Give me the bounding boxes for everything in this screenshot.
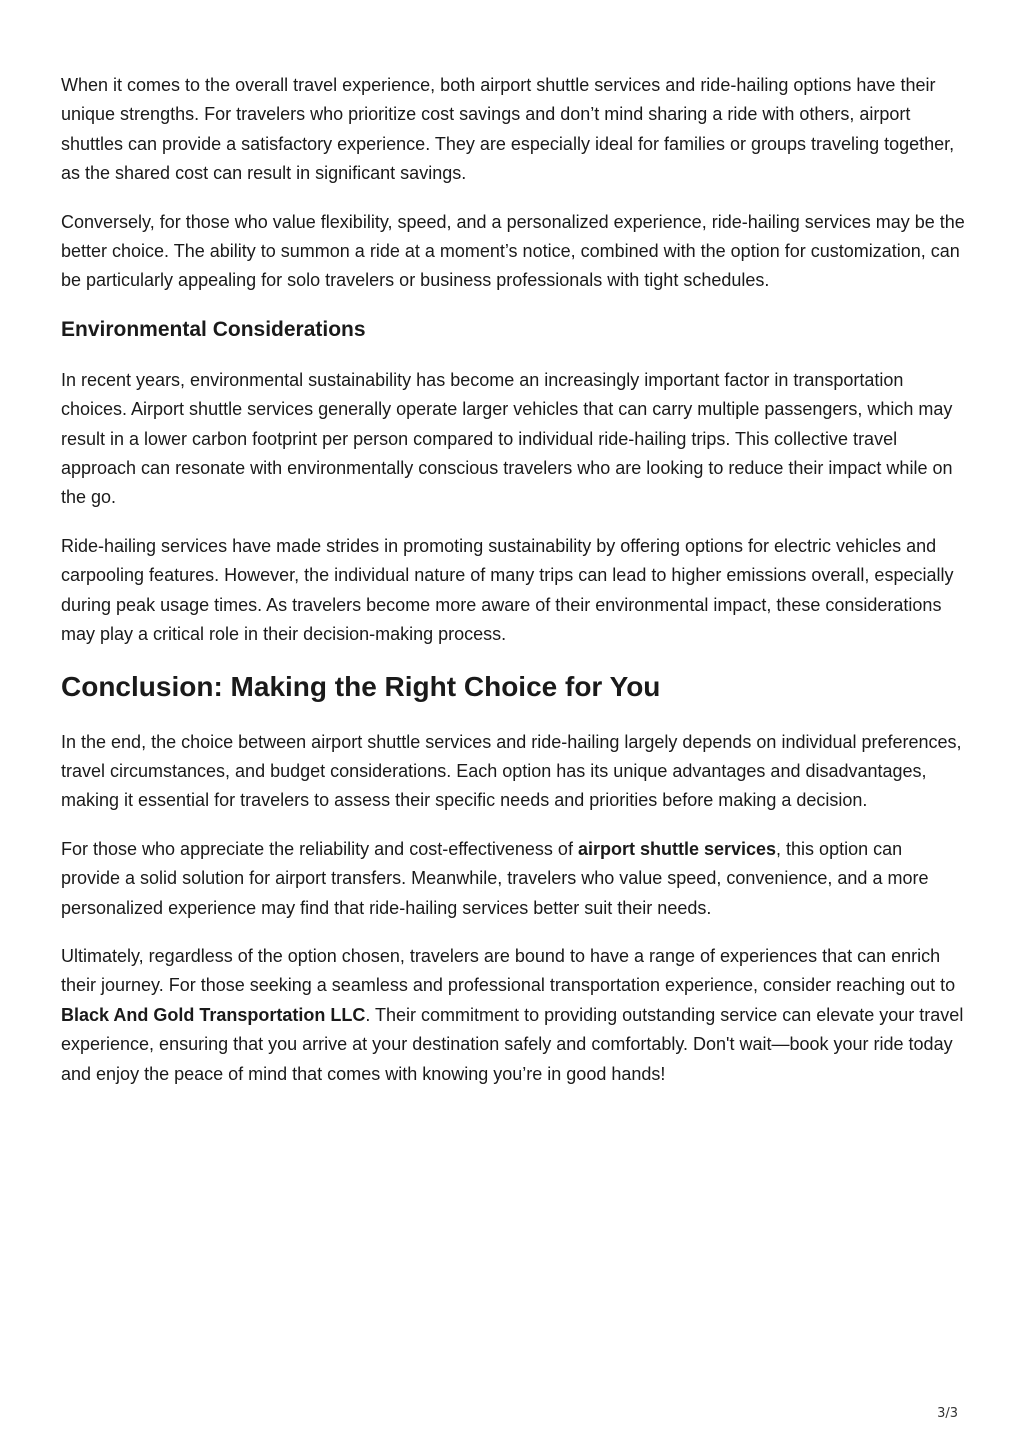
paragraph-travel-experience: When it comes to the overall travel experience, both airport shuttle services and ride-hailing options have their unique strengths. For travelers who prioritize cost savings and don’t mind sharing a ride with others, airport shuttles can provide a satisfactory experience. They are especially ideal for families or groups traveling together, as the shared cost can result in significant savings.: [61, 75, 955, 184]
paragraph-conclusion-ultimately: [61, 942, 966, 1089]
paragraph-environmental-sustainability: In recent years, environmental sustainability has become an increasingly important factor in transportation choices. Airport shuttle services generally operate larger vehicles that can carry multiple passengers, which may result in a lower carbon footprint per person compared to individual ride-hailing trips. This collective travel approach can resonate with environmentally conscious travelers who are looking to reduce their impact while on the go.: [61, 369, 953, 508]
text-segment: For those who appreciate the reliability and cost-effectiveness of: [61, 838, 578, 859]
page-number: 3/3: [937, 1406, 958, 1421]
bold-company-name: Black And Gold Transportation LLC: [61, 1004, 366, 1025]
text-segment: Ultimately, regardless of the option chosen, travelers are bound to have a range of experiences that can enrich their journey. For those seeking a seamless and professional transportation experience, consider reaching out to: [61, 945, 956, 996]
paragraph-ride-hailing-flexibility: Conversely, for those who value flexibility, speed, and a personalized experience, ride-hailing services may be the better choice. The ability to summon a ride at a moment’s notice, combined with the option for customization, can be particularly appealing for solo travelers or business professionals with tight schedules.: [61, 211, 965, 291]
text-segment: , this option can provide a solid solution for airport transfers. Meanwhile, travelers who value speed, convenience, and a more personalized experience may find that ride-hailing services better suit their needs.: [61, 838, 929, 918]
paragraph-conclusion-reliability: [61, 835, 966, 923]
paragraph-ride-hailing-sustainability: Ride-hailing services have made strides in promoting sustainability by offering options for electric vehicles and carpooling features. However, the individual nature of many trips can lead to higher emissions overall, especially during peak usage times. As travelers become more aware of their environmental impact, these considerations may play a critical role in their decision-making process.: [61, 535, 954, 645]
heading-environmental-considerations: Environmental Considerations: [61, 317, 366, 341]
heading-conclusion: Conclusion: Making the Right Choice for You: [61, 670, 661, 702]
document-body: [61, 71, 966, 1108]
bold-link-airport-shuttle-services: airport shuttle services: [577, 838, 777, 859]
paragraph-conclusion-choice: In the end, the choice between airport shuttle services and ride-hailing largely depends on individual preferences, travel circumstances, and budget considerations. Each option has its unique advantages and disadvantages, making it essential for travelers to assess their specific needs and priorities before making a decision.: [61, 731, 962, 811]
text-segment: . Their commitment to providing outstanding service can elevate your travel experience, ensuring that you arrive at your destination safely and comfortably. Don't wait—book your ride today and enjoy the peace of mind that comes with knowing you’re in good hands!: [61, 1004, 964, 1084]
